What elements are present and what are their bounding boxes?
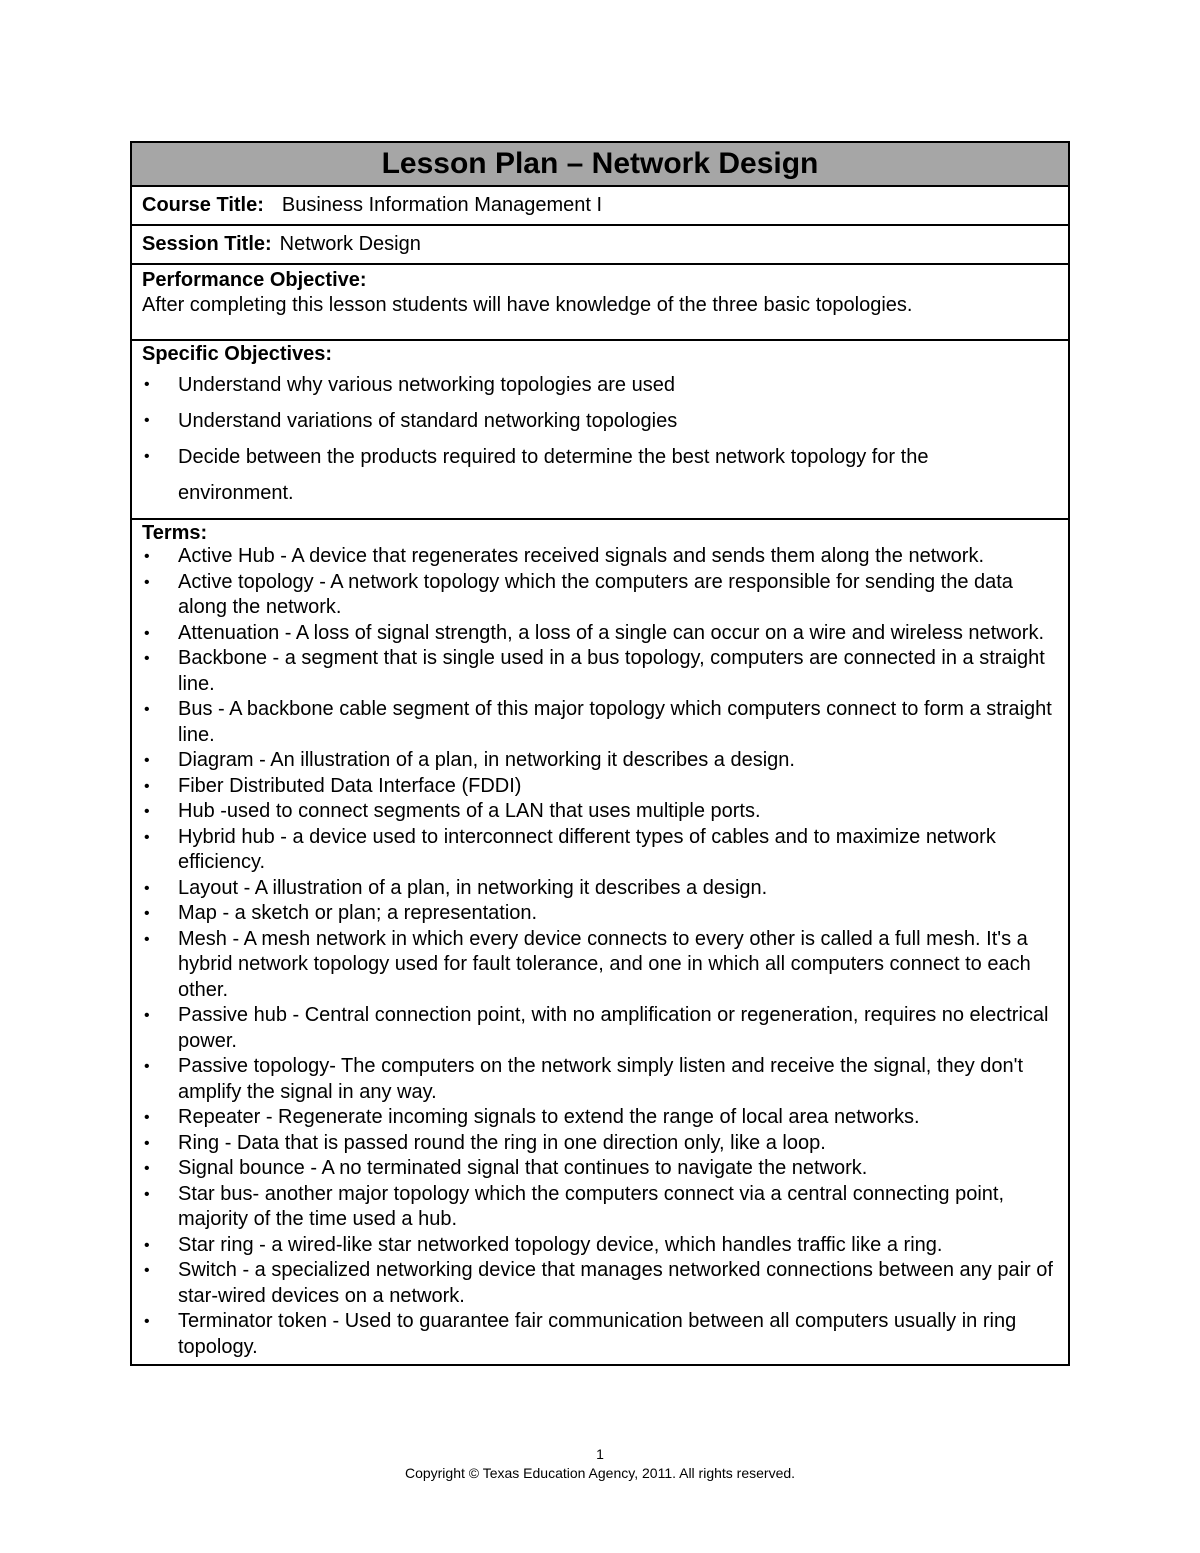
bullet-icon: • xyxy=(144,1058,150,1075)
list-item xyxy=(142,876,1058,902)
list-item xyxy=(142,646,1058,697)
list-item xyxy=(142,1182,1058,1233)
lesson-plan-table xyxy=(130,141,1070,1366)
term-text: Active topology - A network topology which the computers are responsible for sending the data along the network. xyxy=(178,570,1013,618)
list-item xyxy=(142,439,998,511)
bullet-icon: • xyxy=(144,1236,150,1254)
term-text: Passive topology- The computers on the network simply listen and receive the signal, they don't amplify the signal in any way. xyxy=(178,1055,1024,1103)
term-text: Switch - a specialized networking device that manages networked connections between any pair of star-wired devices on a network. xyxy=(178,1259,1053,1307)
term-text: Passive hub - Central connection point, with no amplification or regeneration, requires no electrical power. xyxy=(178,1004,1049,1052)
course-title-value: Business Information Management I xyxy=(281,194,603,216)
bullet-icon: • xyxy=(144,905,150,922)
specific-objectives-section xyxy=(132,341,1068,520)
term-text: Hub -used to connect segments of a LAN that uses multiple ports. xyxy=(178,800,761,822)
term-text: Mesh - A mesh network in which every device connects to every other is called a full mesh. It's a hybrid network topology used for fault tolerance, and one in which all computers connect to each other. xyxy=(178,927,1031,1001)
session-title-value: Network Design xyxy=(279,233,421,255)
course-title-label: Course Title: xyxy=(142,194,264,216)
bullet-icon: • xyxy=(144,752,150,769)
bullet-icon: • xyxy=(144,701,150,718)
bullet-icon: • xyxy=(144,1007,150,1024)
list-item xyxy=(142,927,1058,1004)
performance-objective-section xyxy=(132,265,1068,341)
list-item xyxy=(142,748,1058,774)
specific-objectives-list xyxy=(142,367,1058,511)
list-item xyxy=(142,901,1058,927)
list-item xyxy=(142,799,1058,825)
term-text: Signal bounce - A no terminated signal that continues to navigate the network. xyxy=(178,1157,868,1179)
session-title-label: Session Title: xyxy=(142,233,272,255)
course-title-row xyxy=(132,187,1068,226)
page-number: 1 xyxy=(596,1446,604,1462)
bullet-icon: • xyxy=(144,376,150,393)
term-text: Diagram - An illustration of a plan, in networking it describes a design. xyxy=(178,749,795,771)
bullet-icon: • xyxy=(144,879,150,897)
bullet-icon: • xyxy=(144,803,150,820)
term-text: Star ring - a wired-like star networked topology device, which handles traffic like a ring. xyxy=(178,1233,943,1256)
list-item xyxy=(142,1131,1058,1157)
list-item xyxy=(142,544,1058,570)
bullet-icon: • xyxy=(144,624,150,642)
term-text: Map - a sketch or plan; a representation. xyxy=(178,902,538,924)
bullet-icon: • xyxy=(144,448,150,465)
objective-text: Decide between the products required to determine the best network topology for the environment. xyxy=(178,446,929,504)
list-item xyxy=(142,825,1058,876)
list-item xyxy=(142,1003,1058,1054)
list-item xyxy=(142,403,1058,439)
copyright-notice: Copyright © Texas Education Agency, 2011. All rights reserved. xyxy=(404,1465,796,1481)
term-text: Layout - A illustration of a plan, in networking it describes a design. xyxy=(178,876,768,899)
list-item xyxy=(142,621,1058,647)
document-title: Lesson Plan – Network Design xyxy=(132,143,1068,187)
bullet-icon: • xyxy=(144,1160,150,1177)
bullet-icon: • xyxy=(144,1262,150,1279)
objective-text: Understand variations of standard networking topologies xyxy=(178,410,678,432)
session-title-row xyxy=(132,226,1068,265)
term-text: Hybrid hub - a device used to interconnect different types of cables and to maximize network efficiency. xyxy=(178,825,996,873)
bullet-icon: • xyxy=(144,828,150,846)
terms-label: Terms: xyxy=(142,522,208,544)
bullet-icon: • xyxy=(144,1109,150,1126)
list-item xyxy=(142,1156,1058,1182)
terms-list xyxy=(142,544,1058,1360)
objective-text: Understand why various networking topologies are used xyxy=(178,374,675,396)
bullet-icon: • xyxy=(144,412,150,429)
list-item xyxy=(142,570,1058,621)
bullet-icon: • xyxy=(144,1185,150,1203)
terms-section xyxy=(132,520,1068,1364)
term-text: Fiber Distributed Data Interface (FDDI) xyxy=(178,774,522,797)
performance-objective-text: After completing this lesson students will have knowledge of the three basic topologies. xyxy=(142,294,913,316)
performance-objective-label: Performance Objective: xyxy=(142,269,367,291)
list-item xyxy=(142,1309,1058,1360)
term-text: Attenuation - A loss of signal strength, a loss of a single can occur on a wire and wireless network. xyxy=(178,621,1045,644)
bullet-icon: • xyxy=(144,548,150,565)
bullet-icon: • xyxy=(144,930,150,948)
term-text: Bus - A backbone cable segment of this major topology which computers connect to form a straight line. xyxy=(178,698,1052,746)
list-item xyxy=(142,1233,1058,1259)
list-item xyxy=(142,1258,1058,1309)
bullet-icon: • xyxy=(144,1134,150,1152)
term-text: Backbone - a segment that is single used in a bus topology, computers are connected in a straight line. xyxy=(178,647,1045,695)
term-text: Star bus- another major topology which the computers connect via a central connecting point, majority of the time used a hub. xyxy=(178,1182,1005,1230)
list-item xyxy=(142,774,1058,800)
bullet-icon: • xyxy=(144,1313,150,1330)
specific-objectives-label: Specific Objectives: xyxy=(142,343,333,365)
bullet-icon: • xyxy=(144,573,150,591)
term-text: Active Hub - A device that regenerates received signals and sends them along the network. xyxy=(178,545,985,567)
term-text: Repeater - Regenerate incoming signals to extend the range of local area networks. xyxy=(178,1106,920,1128)
bullet-icon: • xyxy=(144,777,150,795)
list-item xyxy=(142,697,1058,748)
term-text: Terminator token - Used to guarantee fair communication between all computers usually in ring topology. xyxy=(178,1310,1017,1358)
list-item xyxy=(142,367,1058,403)
term-text: Ring - Data that is passed round the ring in one direction only, like a loop. xyxy=(178,1131,826,1154)
list-item xyxy=(142,1054,1058,1105)
bullet-icon: • xyxy=(144,650,150,667)
list-item xyxy=(142,1105,1058,1131)
